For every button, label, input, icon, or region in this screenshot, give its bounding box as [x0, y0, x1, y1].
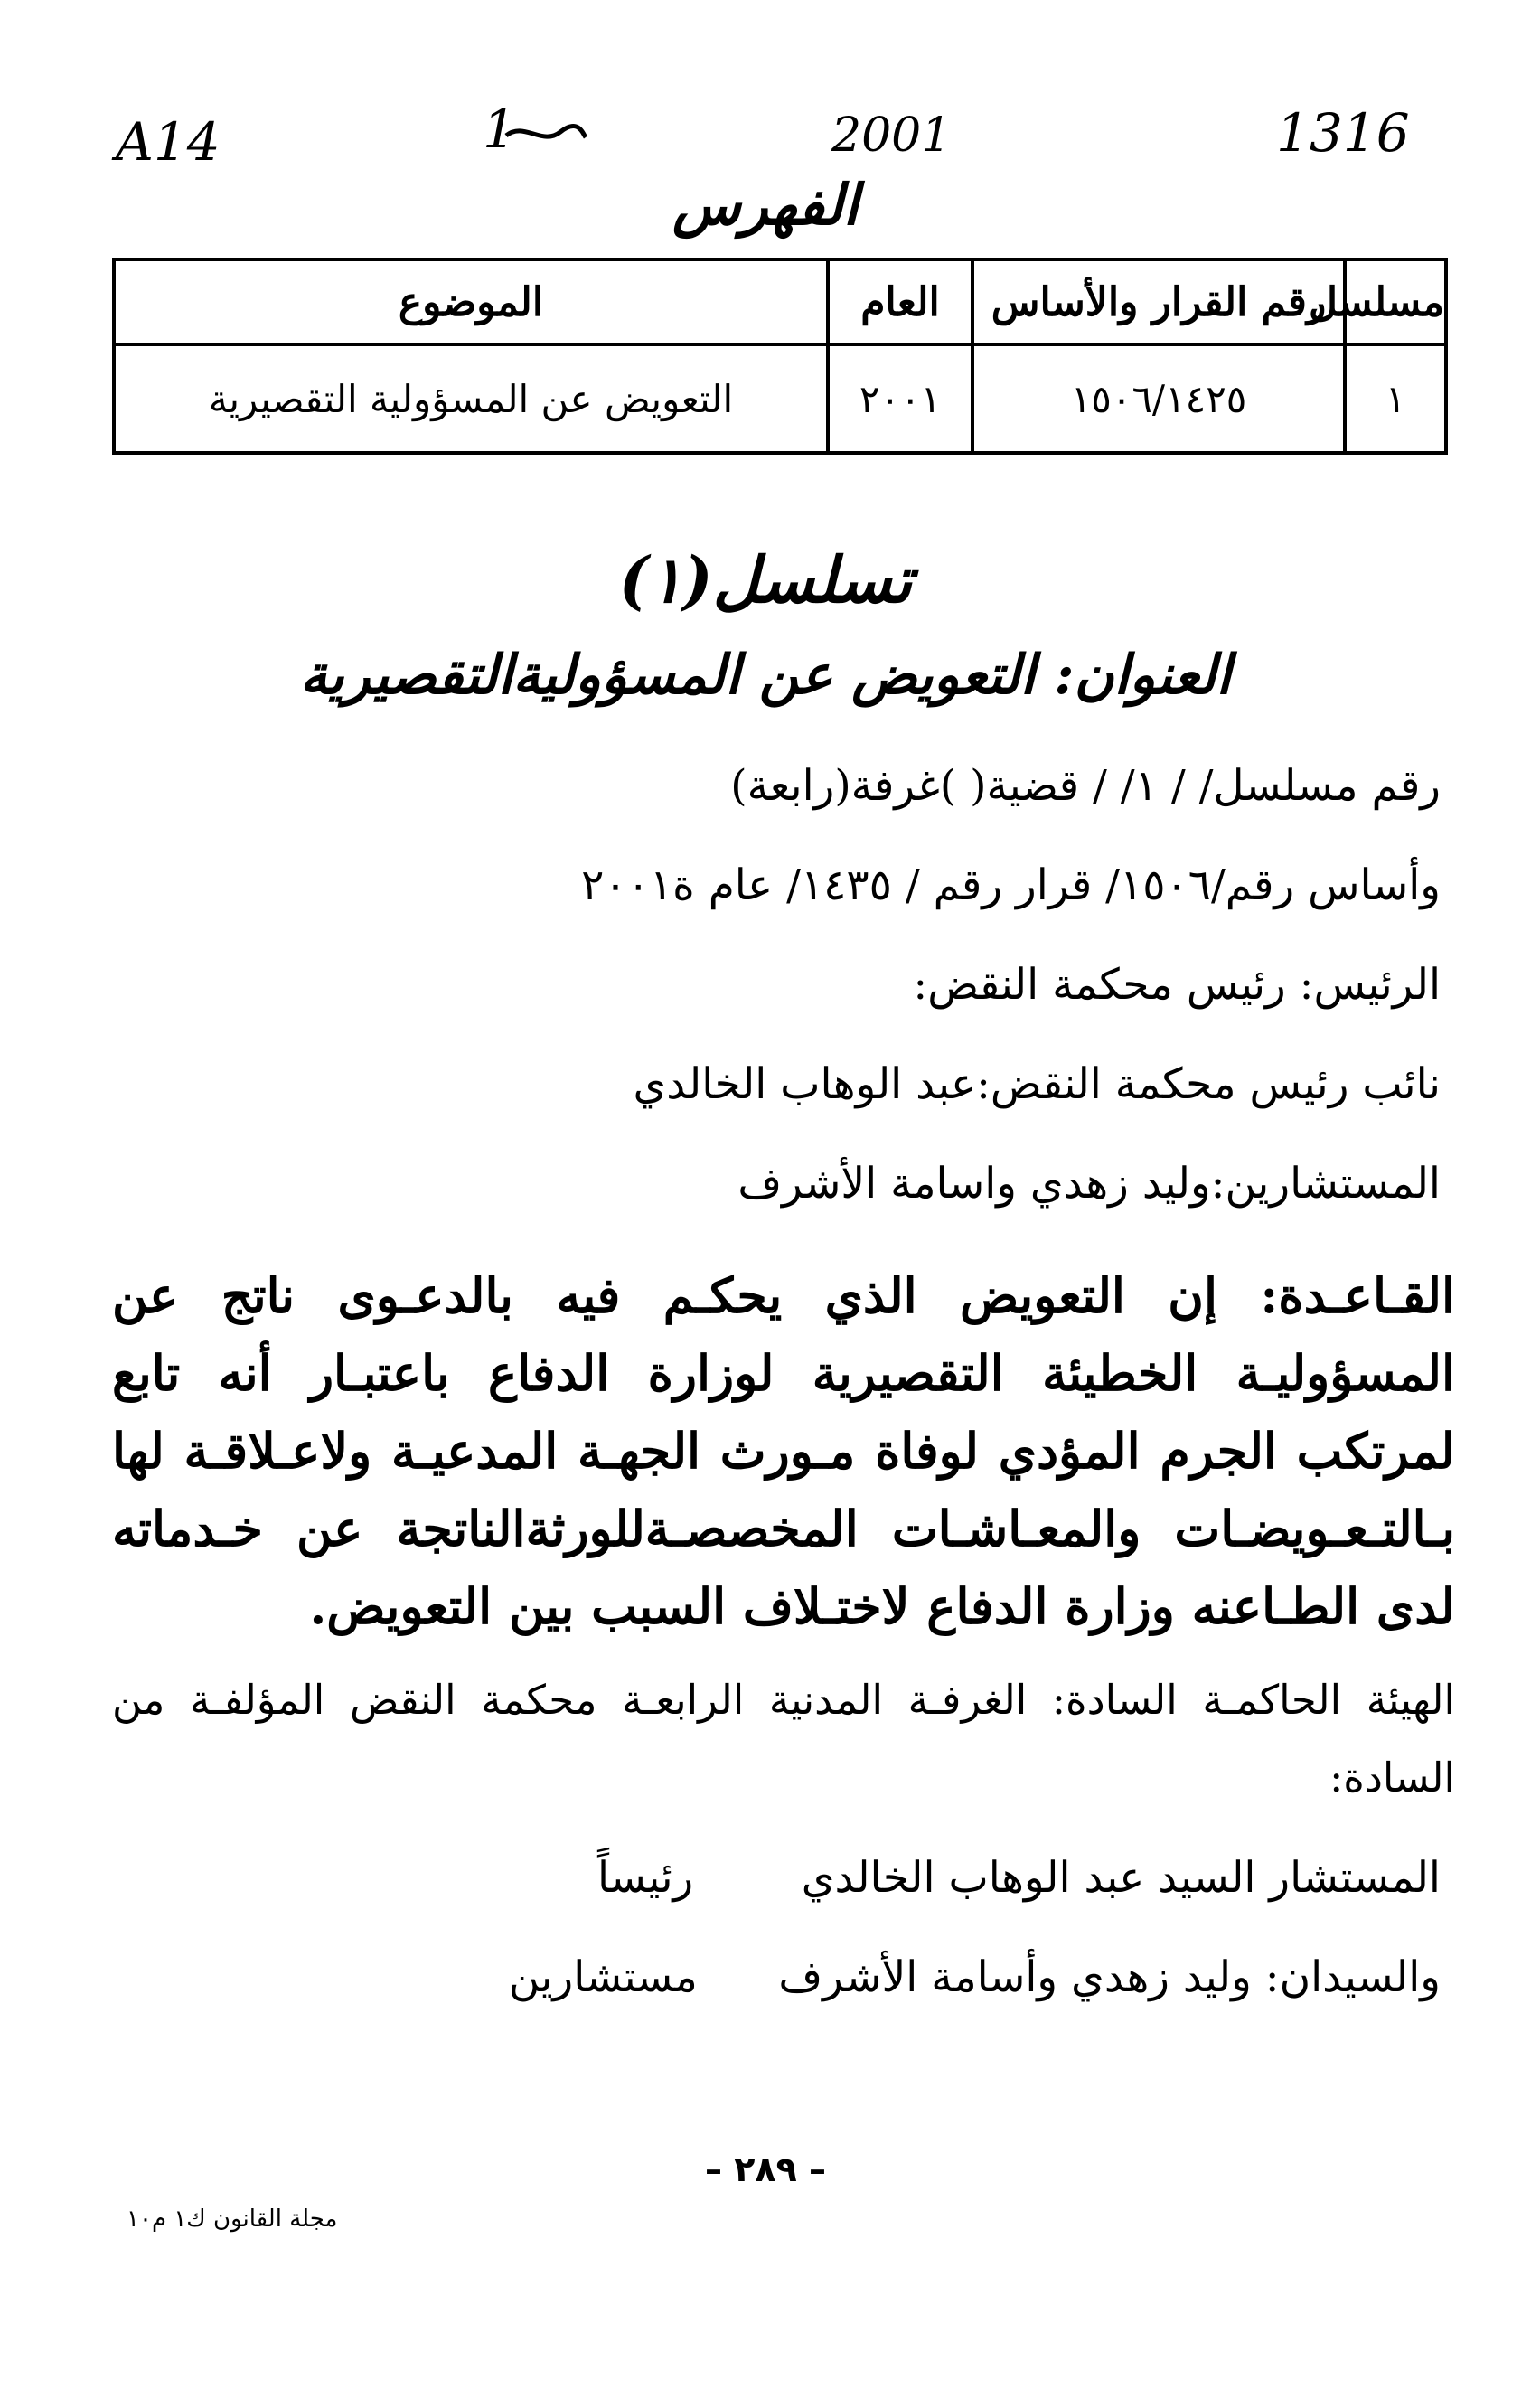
- handwritten-note-center: 2001: [831, 108, 952, 163]
- header-serial: مسلسل: [1345, 259, 1446, 344]
- panel-member-president: المستشار السيد عبد الوهاب الخالدي رئيساً: [597, 1853, 1441, 1903]
- article-title: العنوان: التعويض عن المسؤوليةالتقصيرية: [299, 644, 1232, 707]
- index-title: الفهرس: [672, 172, 859, 238]
- handwritten-note-left: A14: [116, 111, 221, 173]
- handwritten-note-right: 1316: [1276, 102, 1410, 164]
- header-year: العام: [828, 259, 972, 344]
- vice-president-line: نائب رئيس محكمة النقض:عبد الوهاب الخالدي: [633, 1059, 1441, 1109]
- base-number-line: وأساس رقم/١٥٠٦/ قرار رقم / ١٤٣٥/ عام ة٢٠٠١: [581, 861, 1441, 910]
- cell-serial: ١: [1345, 344, 1446, 453]
- cell-decision-number: ١٥٠٦/١٤٢٥: [972, 344, 1345, 453]
- counselors-line: المستشارين:وليد زهدي واسامة الأشرف: [737, 1159, 1441, 1209]
- court-panel-paragraph: الهيئة الحاكمـة السادة: الغرفـة المدنية الرابعـة محكمة النقض المؤلفـة من السادة:: [112, 1676, 1455, 1801]
- index-table: [112, 258, 1448, 455]
- legal-rule-paragraph: القـاعـدة: إن التعويض الذي يحكـم فيه بالدعـوى ناتج عن المسؤوليـة الخطيئة التقصيرية لوزارة الدفاع باعتبـار أنه تابع لمرتكب الجرم المؤدي لوفاة مـورث الجهـة المدعيـة ولاعـلاقـة لها بـالتـعـويضـات والمعـاشـات المخصصـةللورثةالناتجة عن خـدماته لدى الطـاعنه وزارة الدفاع لاختـلاف السبب بين التعويض.: [112, 1266, 1455, 1635]
- handwritten-note-center-left-text: 1: [483, 99, 516, 160]
- table-row: [114, 344, 1446, 453]
- serial-heading: تسلسل(١): [618, 542, 913, 617]
- handwritten-scribble-icon: [470, 99, 587, 160]
- index-table-header-row: [114, 259, 1446, 344]
- header-decision-number: رقم القرار والأساس: [972, 259, 1345, 344]
- handwritten-note-center-left: [470, 99, 587, 160]
- cell-subject: التعويض عن المسؤولية التقصيرية: [114, 344, 828, 453]
- panel-member-counselors: والسيدان: وليد زهدي وأسامة الأشرف مستشارين: [508, 1952, 1441, 2002]
- header-subject: الموضوع: [114, 259, 828, 344]
- page-number: – ٢٨٩ –: [704, 2149, 827, 2189]
- president-line: الرئيس: رئيس محكمة النقض:: [913, 960, 1441, 1010]
- case-number-line: رقم مسلسل/ / ١/ / قضية( )غرفة(رابعة): [730, 761, 1441, 811]
- footer-journal-reference: مجلة القانون ك١ م١٠: [127, 2206, 338, 2233]
- cell-year: ٢٠٠١: [828, 344, 972, 453]
